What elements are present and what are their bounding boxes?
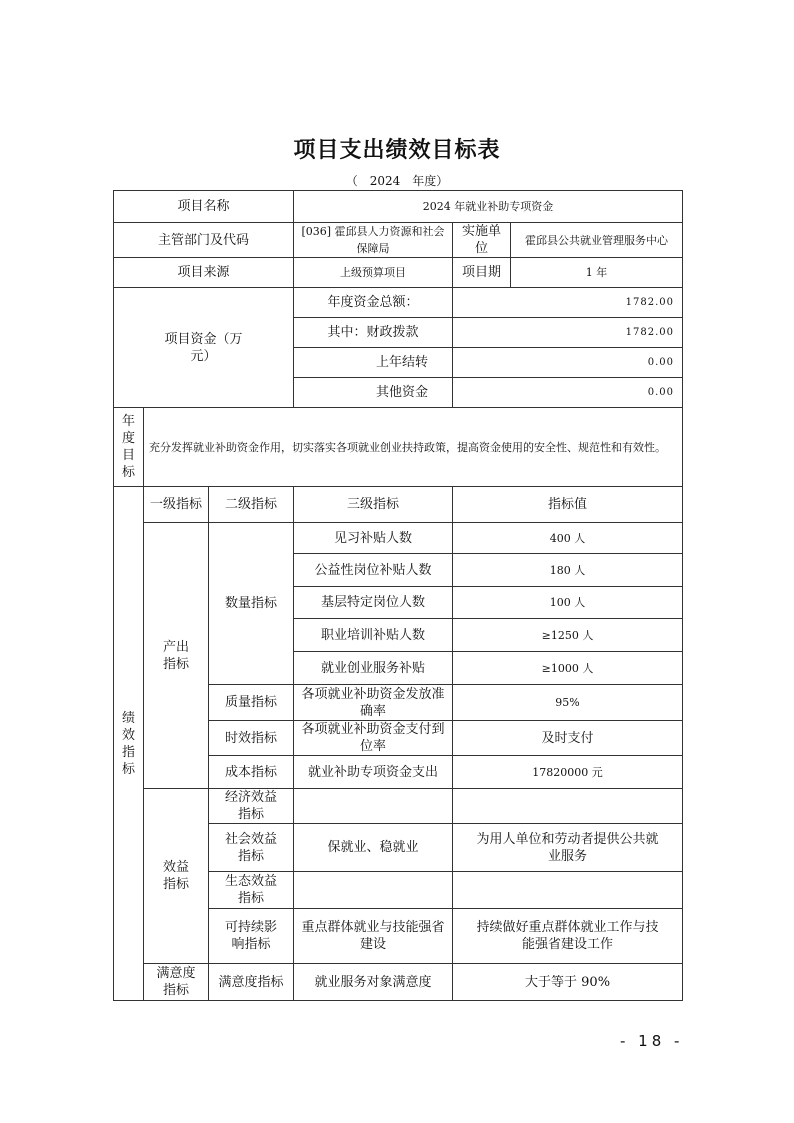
table-row <box>114 191 683 223</box>
indicator-name <box>294 872 453 909</box>
impl-label: 实施单位 <box>453 223 511 258</box>
quality-label: 质量指标 <box>209 685 294 721</box>
indicator-value: 为用人单位和劳动者提供公共就业服务 <box>453 824 683 872</box>
indicator-name: 就业创业服务补贴 <box>294 652 453 685</box>
indicator-value: 大于等于 90% <box>453 964 683 1001</box>
timeliness-label: 时效指标 <box>209 721 294 756</box>
table-row <box>114 408 683 487</box>
indicator-name: 职业培训补贴人数 <box>294 619 453 652</box>
indicator-name: 就业服务对象满意度 <box>294 964 453 1001</box>
project-name-label: 项目名称 <box>114 191 294 223</box>
indicator-value: 持续做好重点群体就业工作与技能强省建设工作 <box>453 909 683 964</box>
indicator-name <box>294 789 453 824</box>
table-row <box>114 964 683 1001</box>
fund-value: 1782.00 <box>453 288 683 318</box>
fund-value: 1782.00 <box>453 318 683 348</box>
satisfaction-label: 满意度指标 <box>144 964 209 1001</box>
period-value: 1 年 <box>511 258 683 288</box>
indicator-name: 见习补贴人数 <box>294 523 453 554</box>
cost-label: 成本指标 <box>209 756 294 789</box>
table-row <box>114 258 683 288</box>
goal-label: 年度目标 <box>114 408 144 487</box>
indicator-name: 保就业、稳就业 <box>294 824 453 872</box>
benefit-type: 经济效益指标 <box>209 789 294 824</box>
source-label: 项目来源 <box>114 258 294 288</box>
dept-label: 主管部门及代码 <box>114 223 294 258</box>
project-name: 2024 年就业补助专项资金 <box>294 191 683 223</box>
impl-value: 霍邱县公共就业管理服务中心 <box>511 223 683 258</box>
fund-label: 其中：财政拨款 <box>294 318 453 348</box>
indicator-value: ≥1000 人 <box>453 652 683 685</box>
indicator-value: 95% <box>453 685 683 721</box>
benefit-type: 社会效益指标 <box>209 824 294 872</box>
indicator-value: ≥1250 人 <box>453 619 683 652</box>
output-label: 产出指标 <box>144 523 209 789</box>
table-row <box>114 288 683 318</box>
fund-value: 0.00 <box>453 348 683 378</box>
header-level2: 二级指标 <box>209 487 294 523</box>
table-row <box>114 487 683 523</box>
goal-text: 充分发挥就业补助资金作用，切实落实各项就业创业扶持政策，提高资金使用的安全性、规范性和有效性。 <box>144 408 683 487</box>
indicator-value: 100 人 <box>453 587 683 619</box>
indicator-name: 就业补助专项资金支出 <box>294 756 453 789</box>
perf-label: 绩效指标 <box>114 487 144 1001</box>
header-level1: 一级指标 <box>144 487 209 523</box>
quantity-label: 数量指标 <box>209 523 294 685</box>
performance-table <box>113 190 683 1001</box>
header-value: 指标值 <box>453 487 683 523</box>
table-row <box>114 523 683 554</box>
page-number: - 18 - <box>620 1032 684 1050</box>
indicator-name: 各项就业补助资金支付到位率 <box>294 721 453 756</box>
fund-label: 其他资金 <box>294 378 453 408</box>
page-title: 项目支出绩效目标表 <box>293 138 501 163</box>
table-row <box>114 223 683 258</box>
dept-value: [036] 霍邱县人力资源和社会保障局 <box>294 223 453 258</box>
table-row <box>114 789 683 824</box>
year-line: （ 2024 年度） <box>345 174 449 188</box>
benefit-type: 可持续影响指标 <box>209 909 294 964</box>
fund-label: 上年结转 <box>294 348 453 378</box>
indicator-value: 180 人 <box>453 554 683 587</box>
funds-label: 项目资金（万元） <box>114 288 294 408</box>
indicator-value <box>453 789 683 824</box>
fund-value: 0.00 <box>453 378 683 408</box>
indicator-name: 基层特定岗位人数 <box>294 587 453 619</box>
header-level3: 三级指标 <box>294 487 453 523</box>
fund-label: 年度资金总额： <box>294 288 453 318</box>
source-value: 上级预算项目 <box>294 258 453 288</box>
indicator-value <box>453 872 683 909</box>
indicator-name: 公益性岗位补贴人数 <box>294 554 453 587</box>
benefit-type: 生态效益指标 <box>209 872 294 909</box>
satisfaction-sublabel: 满意度指标 <box>209 964 294 1001</box>
indicator-value: 及时支付 <box>453 721 683 756</box>
period-label: 项目期 <box>453 258 511 288</box>
indicator-name: 重点群体就业与技能强省建设 <box>294 909 453 964</box>
benefit-label: 效益指标 <box>144 789 209 964</box>
indicator-value: 17820000 元 <box>453 756 683 789</box>
indicator-name: 各项就业补助资金发放准确率 <box>294 685 453 721</box>
indicator-value: 400 人 <box>453 523 683 554</box>
